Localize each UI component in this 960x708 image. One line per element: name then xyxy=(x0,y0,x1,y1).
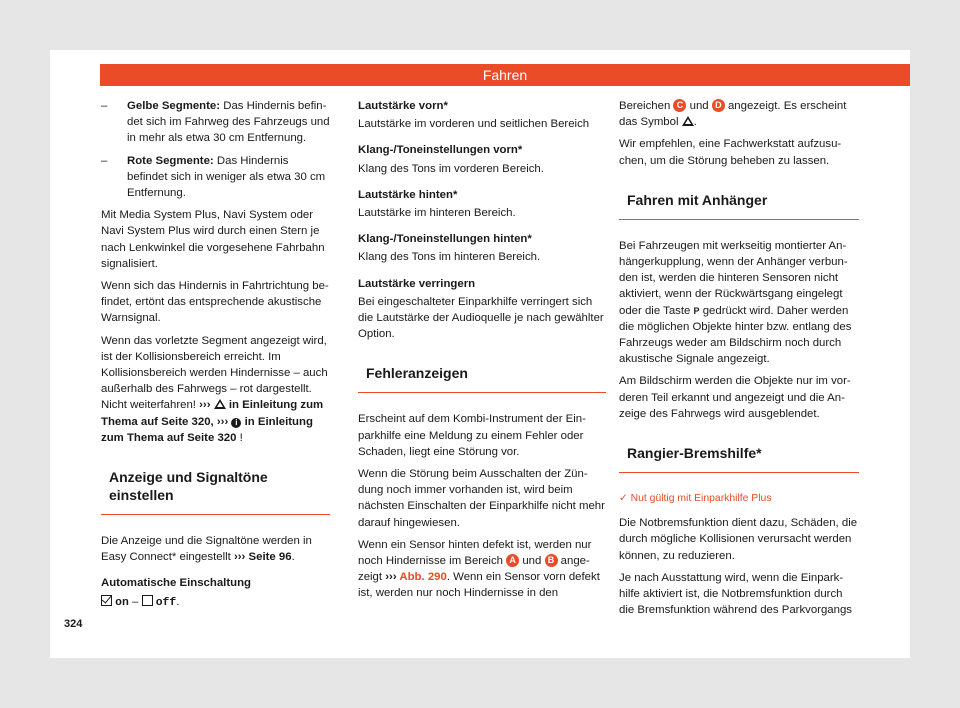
note-text: Nut gültig mit Einparkhilfe Plus xyxy=(627,493,772,505)
paragraph xyxy=(101,333,330,446)
yellow-segments-text: Das Hindernis befindet sich im Fahrweg des Fahrzeugs und in mehr als etwa 30 cm Entfernung. xyxy=(127,100,330,145)
column-right xyxy=(619,98,859,624)
paragraph-end: ! xyxy=(236,431,243,444)
manual-page xyxy=(50,50,910,658)
area-badge-b: B xyxy=(545,554,558,567)
dash-bullet: – xyxy=(101,154,108,167)
paragraph xyxy=(101,533,330,565)
column-left xyxy=(101,98,330,617)
paragraph: Wenn sich das Hindernis in Fahrtrichtung befindet, ertönt das entsprechende akustische Warnsignal. xyxy=(101,280,329,325)
paragraph-text: Bereichen xyxy=(619,100,674,112)
paragraph-end: . xyxy=(693,116,697,129)
validity-note xyxy=(619,491,859,507)
paragraph: Am Bildschirm werden die Objekte nur im vorderen Teil erkannt und angezeigt und die Anzeige des Fahrwegs wird ausgeblendet. xyxy=(619,375,851,420)
paragraph-end: . xyxy=(291,551,295,564)
on-label: on xyxy=(115,596,129,609)
paragraph xyxy=(358,537,606,602)
paragraph: Bei eingeschalteter Einparkhilfe verringert sich die Lautstärke der Audioquelle je nach gewählter Option. xyxy=(358,295,604,341)
cross-reference-link[interactable]: in Einleitung zum Thema auf Seite 320, xyxy=(101,399,324,428)
area-badge-c: C xyxy=(673,99,686,112)
yellow-segments-term: Gelbe Segmente: xyxy=(127,100,221,112)
checkbox-empty-icon xyxy=(142,595,153,606)
paragraph-end: . xyxy=(176,595,180,608)
list-item xyxy=(101,98,330,147)
warning-triangle-icon xyxy=(214,399,226,409)
paragraph: Wenn die Störung beim Ausschalten der Zündung noch immer vorhanden ist, wird beim nächsten Einschalten der Einparkhilfe nicht mehr darauf hingewiesen. xyxy=(358,468,605,529)
paragraph: Erscheint auf dem Kombi-Instrument der Einparkhilfe eine Meldung zu einem Fehler oder Schaden, liegt eine Störung vor. xyxy=(358,413,586,458)
area-badge-a: A xyxy=(506,554,519,567)
subheading: Automatische Einschaltung xyxy=(101,577,251,590)
paragraph-text: angezeigt. Es erscheint das Symbol xyxy=(619,100,847,129)
paragraph: Klang des Tons im hinteren Bereich. xyxy=(358,251,541,264)
paragraph-text: . Wenn ein Sensor vorn defekt ist, werden nur noch Hindernisse in den xyxy=(358,571,600,600)
ref-arrow: ››› xyxy=(385,571,397,584)
paragraph: Klang des Tons im vorderen Bereich. xyxy=(358,162,544,175)
figure-reference-link[interactable]: Abb. 290 xyxy=(396,571,447,584)
red-segments-text: Das Hindernis befindet sich in weniger als etwa 30 cm Entfernung. xyxy=(127,154,326,200)
dash-bullet: – xyxy=(101,100,108,112)
paragraph: Lautstärke im hinteren Bereich. xyxy=(358,207,516,220)
paragraph: Die Notbremsfunktion dient dazu, Schäden, die durch mögliche Kollisionen verursacht werden können, zu reduzieren. xyxy=(619,517,858,562)
cross-reference-link[interactable]: in Einleitung zum Thema auf Seite 320 xyxy=(101,415,313,444)
paragraph xyxy=(619,238,859,368)
park-assist-button-icon: P xyxy=(693,305,700,316)
subheading: Lautstärke verringern xyxy=(358,277,476,290)
paragraph-text: Bei Fahrzeugen mit werkseitig montierter Anhängerkupplung, wenn der Anhänger verbunden ist, werden die hinteren Sensoren nicht aktiviert, wenn der Rückwärtsgang eingelegt oder die Taste xyxy=(619,239,848,317)
list-item xyxy=(101,153,330,202)
subheading: Lautstärke vorn* xyxy=(358,100,448,112)
ref-arrow: ››› xyxy=(199,399,211,412)
section-title-trailer: Fahren mit Anhänger xyxy=(619,191,859,220)
section-title-display-settings: Anzeige und Signaltöne einstellen xyxy=(101,468,330,515)
paragraph xyxy=(619,98,859,130)
paragraph-text: gedrückt wird. Daher werden die möglichen Objekte hinter bzw. entlang des Fahrzeugs weder am Bildschirm noch durch akustische Signale angezeigt. xyxy=(619,304,852,366)
off-label: off xyxy=(155,596,177,609)
warning-triangle-icon xyxy=(682,116,694,126)
separator: – xyxy=(128,595,142,608)
paragraph: Wir empfehlen, eine Fachwerkstatt aufzusuchen, um die Störung beheben zu lassen. xyxy=(619,138,842,167)
paragraph: Lautstärke im vorderen und seitlichen Bereich xyxy=(358,118,590,131)
paragraph-text: Wenn das vorletzte Segment angezeigt wird, ist der Kollisionsbereich erreicht. Im Kollisionsbereich werden Hindernisse – auch außerhalb des Fahrwegs – rot dargestellt. Nicht weiterfahren! xyxy=(101,334,328,412)
check-icon: ✓ xyxy=(619,493,628,505)
ref-arrow: ››› xyxy=(213,415,229,428)
chapter-header: Fahren xyxy=(100,64,910,86)
paragraph-text: angezeigt xyxy=(358,555,590,584)
paragraph-text: Die Anzeige und die Signaltöne werden in Easy Connect* eingestellt xyxy=(101,535,312,564)
area-badge-d: D xyxy=(712,99,725,112)
paragraph-text: und xyxy=(686,100,712,112)
column-middle xyxy=(358,98,606,608)
auto-activation-options xyxy=(101,594,330,611)
red-segments-term: Rote Segmente: xyxy=(127,154,214,167)
paragraph-text: und xyxy=(519,555,545,568)
paragraph-text: Wenn ein Sensor hinten defekt ist, werden nur noch Hindernisse im Bereich xyxy=(358,538,592,568)
section-title-manoeuvre-braking: Rangier-Bremshilfe* xyxy=(619,444,859,473)
page-number: 324 xyxy=(64,618,83,630)
subheading: Klang-/Toneinstellungen vorn* xyxy=(358,144,523,157)
subheading: Klang-/Toneinstellungen hinten* xyxy=(358,233,532,246)
checkbox-checked-icon xyxy=(101,595,112,606)
section-title-error-display: Fehleranzeigen xyxy=(358,364,606,393)
info-icon: i xyxy=(231,418,241,428)
paragraph: Je nach Ausstattung wird, wenn die Einparkhilfe aktiviert ist, die Notbremsfunktion durch die Bremsfunktion während des Parkvorgangs xyxy=(619,571,853,617)
paragraph: Mit Media System Plus, Navi System oder Navi System Plus wird durch einen Stern je nach Lenkwinkel die vorgesehene Fahrbahn signalisiert. xyxy=(101,209,325,270)
subheading: Lautstärke hinten* xyxy=(358,188,458,201)
cross-reference-link[interactable]: ››› Seite 96 xyxy=(233,551,292,564)
